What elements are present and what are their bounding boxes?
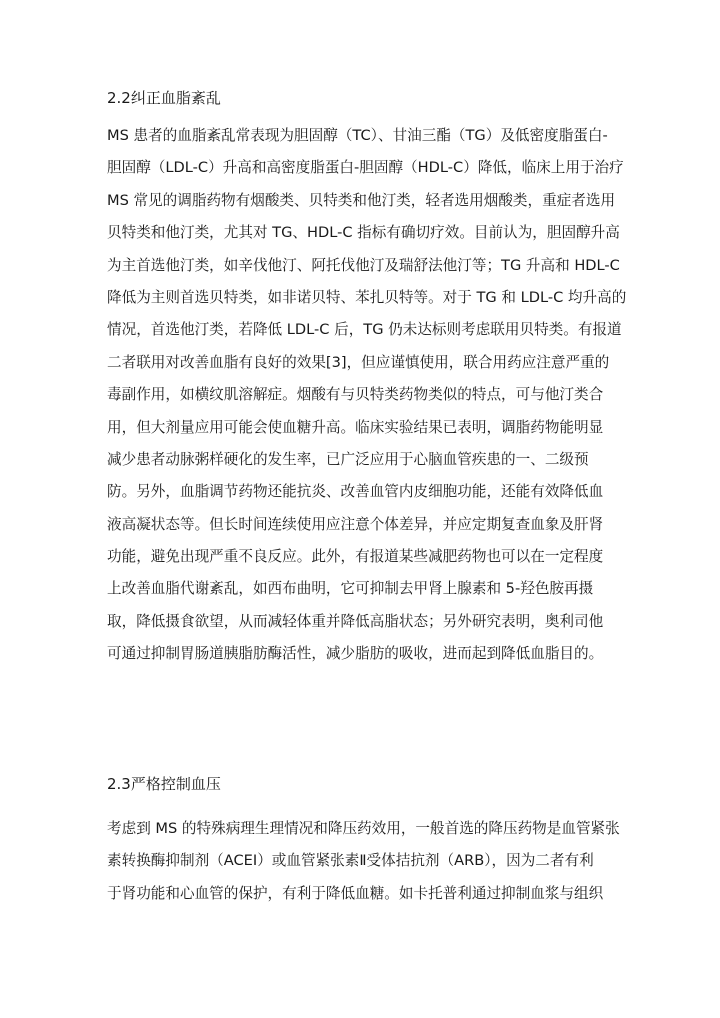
text-line: 功能，避免出现严重不良反应。此外，有报道某些减肥药物也可以在一定程度 bbox=[107, 548, 604, 566]
text-line: 防。另外，血脂调节药物还能抗炎、改善血管内皮细胞功能，还能有效降低血 bbox=[107, 483, 604, 501]
text-line: 贝特类和他汀类，尤其对 TG、HDL-C 指标有确切疗效。目前认为，胆固醇升高 bbox=[107, 224, 620, 242]
text-line: 降低为主则首选贝特类，如非诺贝特、苯扎贝特等。对于 TG 和 LDL-C 均升高的 bbox=[107, 288, 627, 306]
text-line: 二者联用对改善血脂有良好的效果[3]，但应谨慎使用，联合用药应注意严重的 bbox=[107, 353, 610, 371]
section-heading-lipid: 2.2纠正血脂紊乱 bbox=[107, 89, 221, 107]
text-line: MS 常见的调脂药物有烟酸类、贝特类和他汀类，轻者选用烟酸类，重症者选用 bbox=[107, 191, 616, 209]
paragraph-blood-pressure bbox=[107, 813, 627, 910]
text-line: 毒副作用，如横纹肌溶解症。烟酸有与贝特类药物类似的特点，可与他汀类合 bbox=[107, 386, 604, 404]
text-line: 素转换酶抑制剂（ACEⅠ）或血管紧张素Ⅱ受体拮抗剂（ARB），因为二者有利 bbox=[107, 852, 594, 870]
section-heading-blood-pressure: 2.3严格控制血压 bbox=[107, 775, 221, 793]
text-line: 于肾功能和心血管的保护，有利于降低血糖。如卡托普利通过抑制血浆与组织 bbox=[107, 884, 604, 902]
text-line: 考虑到 MS 的特殊病理生理情况和降压药效用，一般首选的降压药物是血管紧张 bbox=[107, 820, 620, 837]
paragraph-lipid bbox=[107, 120, 627, 671]
text-line: 取，降低摄食欲望，从而减轻体重并降低高脂状态；另外研究表明，奥利司他 bbox=[107, 612, 604, 630]
text-line: 胆固醇（LDL-C）升高和高密度脂蛋白-胆固醇（HDL-C）降低，临床上用于治疗 bbox=[107, 159, 624, 177]
text-line: 上改善血脂代谢紊乱，如西布曲明，它可抑制去甲肾上腺素和 5-羟色胺再摄 bbox=[107, 580, 594, 598]
text-line: 减少患者动脉粥样硬化的发生率，已广泛应用于心脑血管疾患的一、二级预 bbox=[107, 450, 589, 468]
text-line: 液高凝状态等。但长时间连续使用应注意个体差异，并应定期复查血象及肝肾 bbox=[107, 515, 604, 533]
text-line: 情况，首选他汀类，若降低 LDL-C 后，TG 仍未达标则考虑联用贝特类。有报道 bbox=[107, 321, 622, 339]
text-line: 可通过抑制胃肠道胰脂肪酶活性，减少脂肪的吸收，进而起到降低血脂目的。 bbox=[107, 645, 604, 663]
text-line: MS 患者的血脂紊乱常表现为胆固醇（TC）、甘油三酯（TG）及低密度脂蛋白- bbox=[107, 127, 608, 144]
text-line: 为主首选他汀类，如辛伐他汀、阿托伐他汀及瑞舒法他汀等；TG 升高和 HDL-C bbox=[107, 256, 620, 274]
text-line: 用，但大剂量应用可能会使血糖升高。临床实验结果已表明，调脂药物能明显 bbox=[107, 418, 604, 436]
